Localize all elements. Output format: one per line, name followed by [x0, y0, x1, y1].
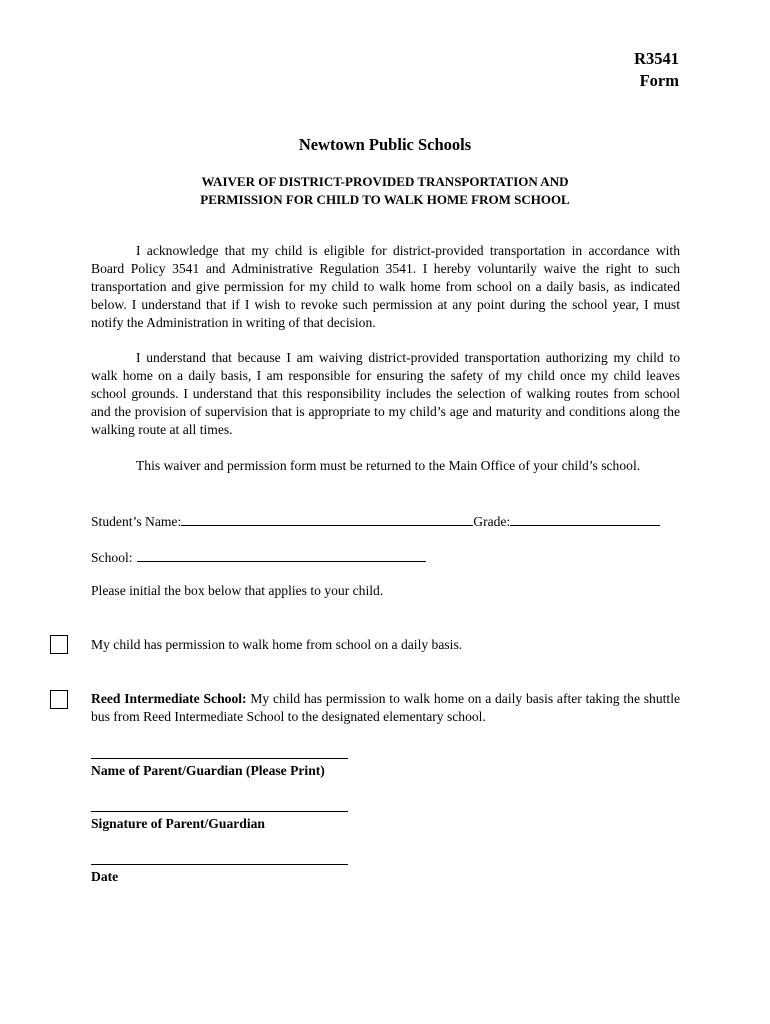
student-info-row [91, 511, 660, 531]
parent-name-label: Name of Parent/Guardian (Please Print) [91, 763, 325, 778]
reed-school-label: Reed Intermediate School: [91, 691, 247, 706]
reed-shuttle-option-text: My child has permission to walk home on a daily basis after taking the shuttle bus from Reed Intermediate School to the designated elementary school. [91, 691, 681, 724]
paragraph-return-instructions [91, 457, 680, 475]
grade-label: Grade: [473, 514, 511, 529]
parent-name-line[interactable] [91, 758, 348, 759]
walk-home-daily-option: My child has permission to walk home from school on a daily basis. [91, 637, 463, 652]
date-label: Date [91, 869, 119, 884]
parent-signature-label: Signature of Parent/Guardian [91, 816, 265, 831]
student-name-label: Student’s Name: [91, 514, 182, 529]
form-code: R3541 [634, 49, 679, 68]
reed-shuttle-checkbox[interactable] [50, 690, 68, 709]
date-line[interactable] [91, 864, 348, 865]
paragraph-acknowledgement [91, 242, 680, 332]
paragraph-acknowledgement-text: I acknowledge that my child is eligible for district-provided transportation in accordance with Board Policy 3541 and Administrative Regulation 3541. I hereby voluntarily waive the right to such transportation and give permission for my child to walk home from school on a daily basis, as indicated below. I understand that if I wish to revoke such permission at any point during the school year, I must notify the Administration in writing of that decision. [91, 243, 680, 330]
form-title-line-1: WAIVER OF DISTRICT-PROVIDED TRANSPORTATION AND [201, 174, 569, 189]
form-identifier [634, 48, 679, 92]
school-label: School: [91, 550, 133, 565]
parent-signature-line[interactable] [91, 811, 348, 812]
initial-instruction: Please initial the box below that applies to your child. [91, 583, 384, 598]
grade-field[interactable] [510, 511, 660, 526]
form-title-line-2: PERMISSION FOR CHILD TO WALK HOME FROM SCHOOL [200, 192, 570, 207]
paragraph-responsibility-text: I understand that because I am waiving district-provided transportation authorizing my child to walk home on a daily basis, I am responsible for ensuring the safety of my child once my child leaves school grounds. I understand that this responsibility includes the selection of walking routes from school and the provision of supervision that is appropriate to my child’s age and maturity and conditions along the walking route at all times. [91, 350, 680, 437]
school-field[interactable] [137, 547, 426, 562]
school-info-row [91, 547, 426, 567]
form-title [0, 173, 770, 209]
walk-home-daily-checkbox[interactable] [50, 635, 68, 654]
reed-shuttle-option [91, 690, 680, 726]
paragraph-return-instructions-text: This waiver and permission form must be returned to the Main Office of your child’s school. [136, 458, 641, 473]
student-name-field[interactable] [181, 511, 473, 526]
paragraph-responsibility [91, 349, 680, 439]
school-name: Newtown Public Schools [298, 135, 472, 154]
form-word: Form [639, 71, 679, 90]
